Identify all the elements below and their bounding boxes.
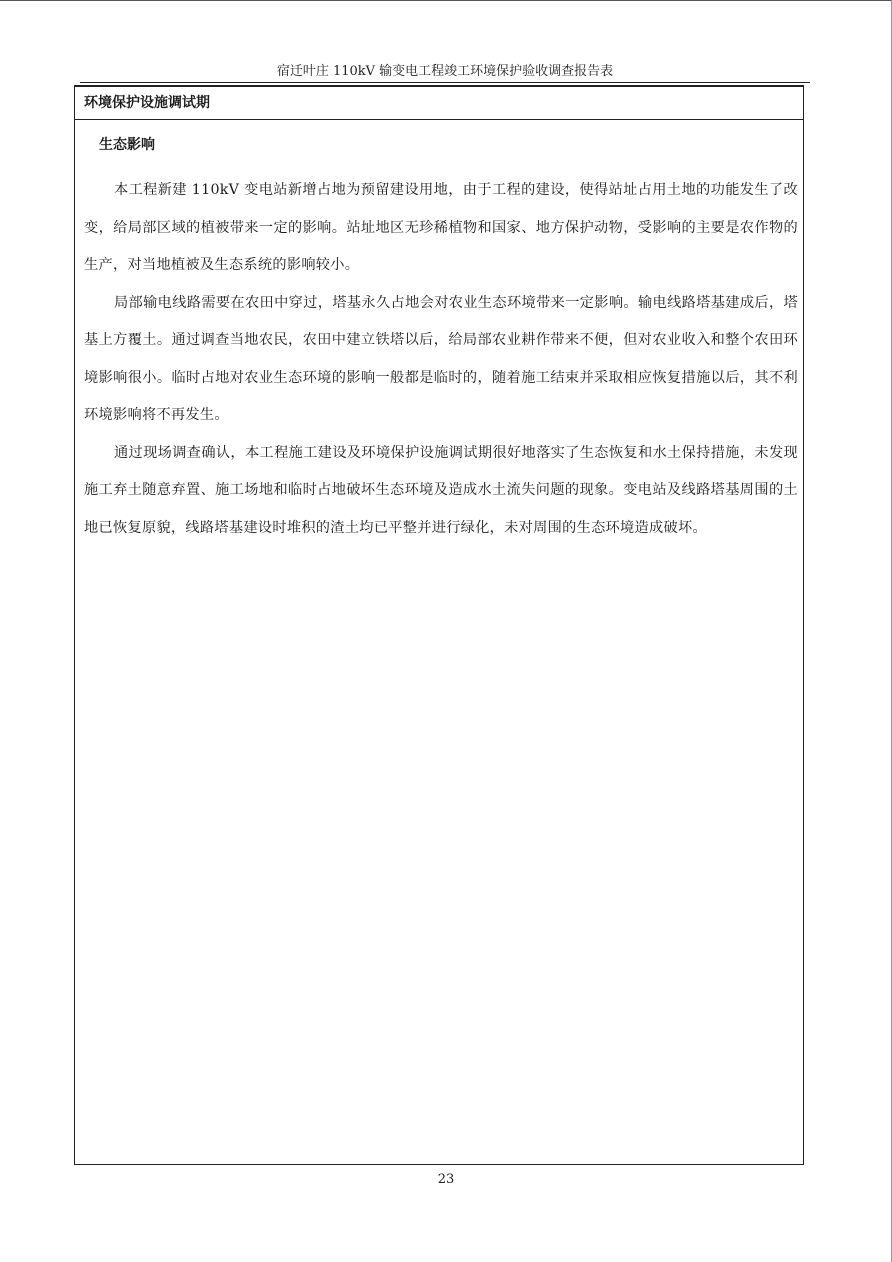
section-subtitle: 生态影响	[99, 137, 155, 153]
paragraph: 局部输电线路需要在农田中穿过，塔基永久占地会对农业生态环境带来一定影响。输电线路塔基建成后，塔基上方覆土。通过调查当地农民，农田中建立铁塔以后，给局部农业耕作带来不便，但对农业收入和整个农田环境影响很小。临时占地对农业生态环境的影响一般都是临时的，随着施工结束并采取相应恢复措施以后，其不利环境影响将不再发生。	[84, 294, 798, 423]
section-title: 环境保护设施调试期	[75, 87, 803, 120]
paragraph: 本工程新建 110kV 变电站新增占地为预留建设用地，由于工程的建设，使得站址占用土地的功能发生了改变，给局部区域的植被带来一定的影响。站址地区无珍稀植物和国家、地方保护动物，受影响的主要是农作物的生产，对当地植被及生态系统的影响较小。	[84, 182, 798, 273]
page-number: 23	[437, 1172, 455, 1187]
section-body	[84, 172, 798, 547]
paragraph: 通过现场调查确认，本工程施工建设及环境保护设施调试期很好地落实了生态恢复和水土保持措施，未发现施工弃土随意弃置、施工场地和临时占地破坏生态环境及造成水土流失问题的现象。变电站及线路塔基周围的土地已恢复原貌，线路塔基建设时堆积的渣土均已平整并进行绿化，未对周围的生态环境造成破坏。	[84, 444, 798, 536]
page-top-border	[0, 0, 892, 1]
report-table	[74, 85, 804, 1165]
running-header: 宿迁叶庄 110kV 输变电工程竣工环境保护验收调查报告表	[276, 64, 614, 79]
header-rule	[80, 82, 810, 83]
